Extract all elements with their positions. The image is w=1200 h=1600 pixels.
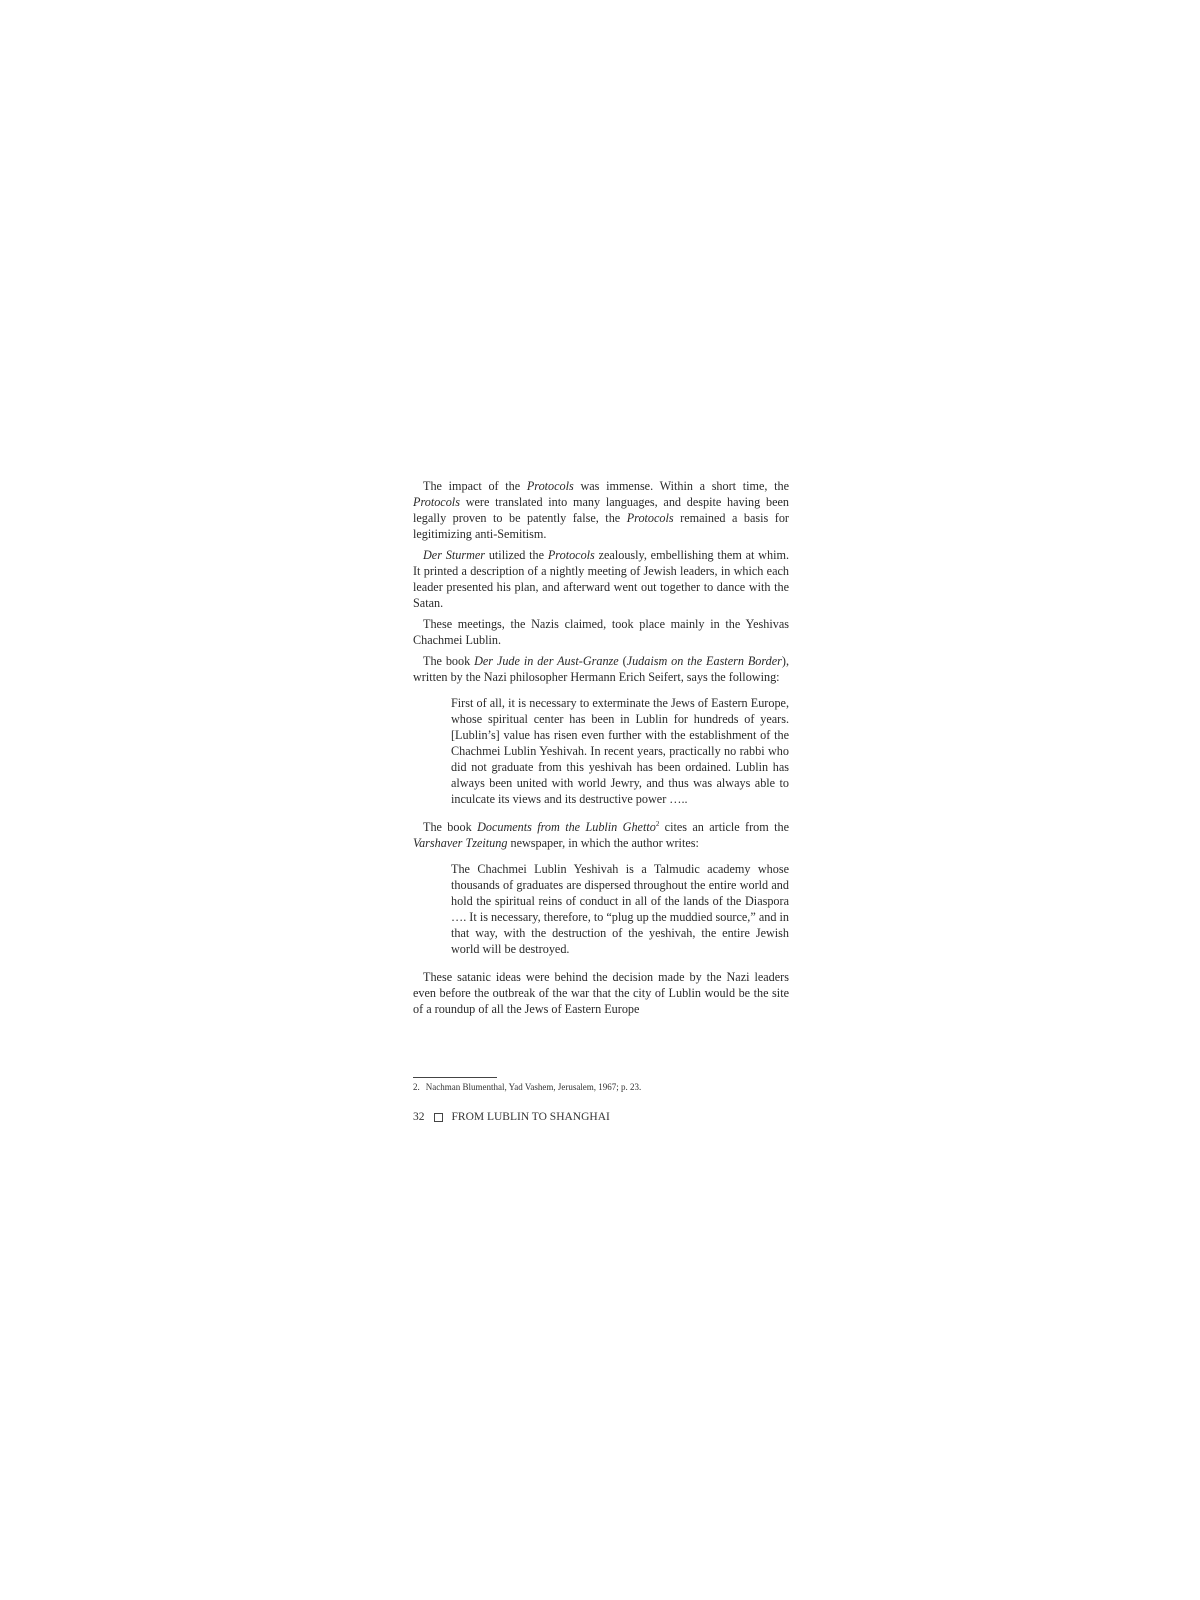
block-quote-text: First of all, it is necessary to exterminate the Jews of Eastern Europe, whose spiritual center has been in Lublin for hundreds of years. [Lublin’s] value has risen even further with the establishment of the Chachmei Lublin Yeshivah. In recent years, practically no rabbi who did not graduate from this yeshivah has been ordained. Lublin has always been united with world Jewry, and thus was always able to inculcate its views and its destructive power ….. <box>451 696 789 806</box>
paragraph-4 <box>413 653 789 685</box>
italic-title: Der Sturmer <box>423 548 486 562</box>
text-run: ), written by the Nazi philosopher Hermann Erich Seifert, says the following: <box>413 654 790 684</box>
text-run: The impact of the <box>423 479 527 493</box>
paragraph-2 <box>413 547 789 611</box>
text-run: utilized the <box>485 548 548 562</box>
block-quote-1 <box>451 695 789 807</box>
text-run: were translated into many languages, and despite having been legally proven to be patently false, the <box>413 495 789 525</box>
running-footer <box>413 1110 610 1124</box>
page-number: 32 <box>413 1111 425 1123</box>
footnote-text: Nachman Blumenthal, Yad Vashem, Jerusalem, 1967; p. 23. <box>425 1082 642 1092</box>
text-run: cites an article from the <box>659 820 789 834</box>
square-ornament-icon <box>434 1113 443 1122</box>
text-run: zealously, embellishing them at whim. It printed a description of a nightly meeting of Jewish leaders, in which each leader presented his plan, and afterward went out together to dance with the Satan. <box>413 548 789 610</box>
italic-title: Der Jude in der Aust-Granze <box>474 654 619 668</box>
footnote-divider <box>413 1077 497 1078</box>
text-run: ( <box>618 654 627 668</box>
paragraph-6: These satanic ideas were behind the decision made by the Nazi leaders even before the outbreak of the war that the city of Lublin would be the site of a roundup of all the Jews of Eastern Europe <box>413 970 789 1016</box>
paragraph-3: These meetings, the Nazis claimed, took place mainly in the Yeshivas Chachmei Lublin. <box>413 617 789 647</box>
block-quote-text: The Chachmei Lublin Yeshivah is a Talmudic academy whose thousands of graduates are dispersed throughout the entire world and hold the spiritual reins of conduct in all of the lands of the Diaspora …. It is necessary, therefore, to “plug up the muddied source,” and in that way, with the destruction of the yeshivah, the entire Jewish world will be destroyed. <box>451 862 789 956</box>
text-run: The book <box>423 654 475 668</box>
text-run: was immense. Within a short time, the <box>573 479 790 493</box>
italic-title: Protocols <box>626 511 674 525</box>
text-run: The book <box>423 820 478 834</box>
text-run: remained a basis for legitimizing anti-Semitism. <box>413 511 789 541</box>
italic-title: Documents from the Lublin Ghetto <box>477 820 656 834</box>
paragraph-5 <box>413 819 789 851</box>
italic-title: Varshaver Tzeitung <box>413 836 508 850</box>
italic-title: Protocols <box>526 479 574 493</box>
footnote <box>413 1081 789 1093</box>
block-quote-2 <box>451 861 789 957</box>
italic-title: Protocols <box>547 548 595 562</box>
body-text <box>413 478 789 1022</box>
book-title: FROM LUBLIN TO SHANGHAI <box>451 1111 610 1123</box>
footnote-marker[interactable]: 2 <box>655 819 660 828</box>
italic-title: Judaism on the Eastern Border <box>626 654 782 668</box>
italic-title: Protocols <box>413 495 460 509</box>
footnote-number: 2. <box>413 1082 420 1092</box>
text-run: newspaper, in which the author writes: <box>507 836 699 850</box>
paragraph-1 <box>413 478 789 542</box>
